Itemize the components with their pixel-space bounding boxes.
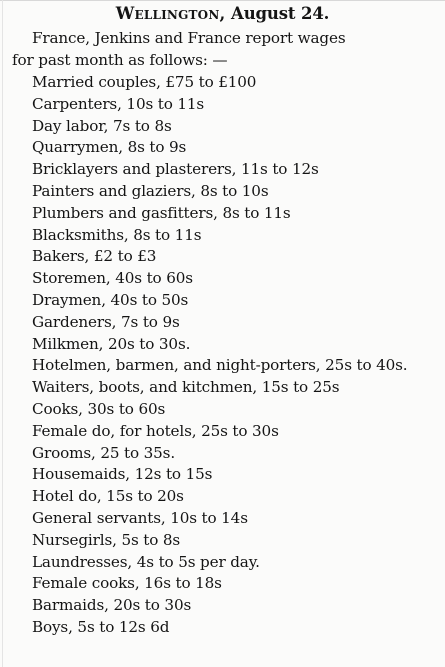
top-edge-line (0, 0, 445, 1)
intro-line: France, Jenkins and France report wages (32, 29, 346, 47)
wage-entry: Hotelmen, barmen, and night-porters, 25s to 40s. (32, 356, 408, 375)
wage-entry: Milkmen, 20s to 30s. (32, 334, 191, 353)
intro-line: for past month as follows: — (12, 50, 228, 69)
wage-entry: Married couples, £75 to £100 (32, 73, 257, 91)
wage-entry: Laundresses, 4s to 5s per day. (32, 552, 260, 571)
wage-entry: Hotel do, 15s to 20s (32, 487, 184, 506)
wage-list (32, 72, 442, 639)
wage-entry: Grooms, 25 to 35s. (32, 443, 176, 462)
wage-entry: Draymen, 40s to 50s (32, 290, 189, 309)
wage-entry: Gardeners, 7s to 9s (32, 312, 180, 331)
wage-entry: Housemaids, 12s to 15s (32, 465, 213, 484)
wage-entry: Painters and glaziers, 8s to 10s (32, 181, 269, 200)
wage-entry: Quarrymen, 8s to 9s (32, 138, 187, 157)
left-edge-line (2, 0, 3, 667)
intro-paragraph (12, 28, 442, 72)
wage-entry: Female cooks, 16s to 18s (32, 574, 222, 593)
dateline-date: August 24. (231, 4, 330, 23)
wage-entry: Storemen, 40s to 60s (32, 269, 193, 288)
wage-entry: Nursegirls, 5s to 8s (32, 530, 181, 549)
wage-entry: Waiters, boots, and kitchmen, 15s to 25s (32, 378, 340, 397)
wage-entry: General servants, 10s to 14s (32, 508, 248, 527)
wage-entry: Female do, for hotels, 25s to 30s (32, 421, 279, 440)
wage-entry: Cooks, 30s to 60s (32, 399, 166, 418)
wage-entry: Carpenters, 10s to 11s (32, 94, 205, 113)
wage-entry: Day labor, 7s to 8s (32, 116, 172, 135)
wage-entry: Bricklayers and plasterers, 11s to 12s (32, 160, 319, 179)
wage-entry: Bakers, £2 to £3 (32, 247, 157, 266)
dateline-heading (0, 3, 445, 25)
wage-entry: Blacksmiths, 8s to 11s (32, 225, 202, 244)
dateline-place: Wellington, (115, 4, 226, 23)
wage-entry: Plumbers and gasfitters, 8s to 11s (32, 203, 291, 222)
wage-entry: Barmaids, 20s to 30s (32, 596, 192, 615)
wage-entry: Boys, 5s to 12s 6d (32, 617, 170, 636)
